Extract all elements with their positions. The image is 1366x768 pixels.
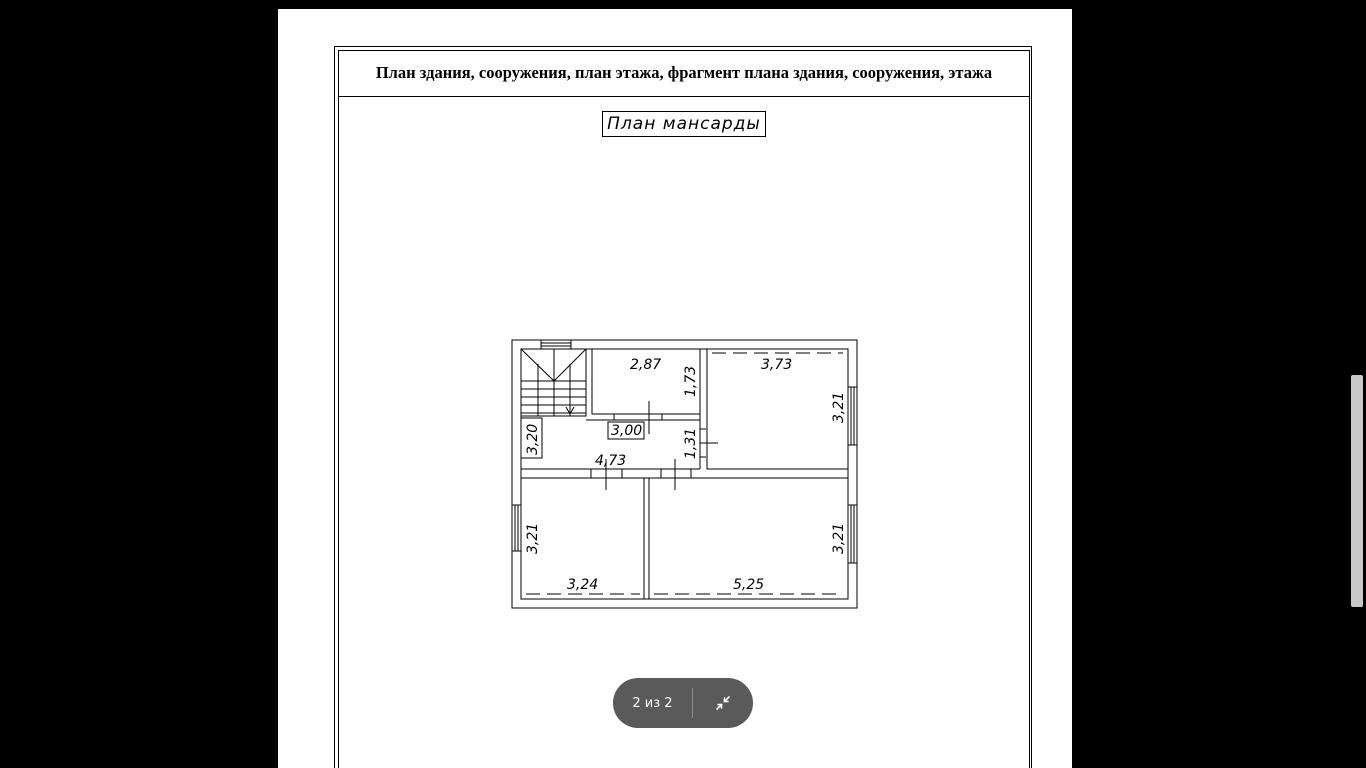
document-header: План здания, сооружения, план этажа, фрагмент плана здания, сооружения, этажа (338, 50, 1030, 97)
window-right-top (848, 387, 857, 445)
document-page (278, 9, 1072, 768)
dim-corridor-label: 3,00 (611, 423, 643, 439)
dim-room-top-small-width: 2,87 (630, 357, 662, 373)
dim-corridor-height: 1,31 (683, 427, 699, 459)
dim-room-top-small-height: 1,73 (683, 365, 699, 397)
dim-room-bottom-left-width: 3,24 (567, 577, 599, 593)
dim-room-top-right-height: 3,21 (831, 391, 847, 423)
dim-room-bottom-right-width: 5,25 (733, 577, 765, 593)
dim-room-bottom-left-height: 3,21 (525, 522, 541, 554)
dim-stair-height: 3,20 (525, 423, 541, 455)
window-top (541, 340, 571, 349)
page-counter: 2 из 2 (632, 695, 673, 711)
collapse-icon (715, 695, 731, 711)
collapse-button[interactable] (693, 678, 753, 728)
vertical-scrollbar[interactable] (1349, 0, 1366, 768)
plan-title: План мансарды (602, 111, 766, 137)
window-right-bottom (848, 505, 857, 563)
page-navigator (613, 678, 753, 728)
window-left-bottom (512, 505, 521, 551)
scrollbar-thumb[interactable] (1351, 375, 1363, 607)
dim-corridor-width: 4,73 (595, 453, 627, 469)
floor-plan (278, 9, 1072, 768)
dim-room-top-right-width: 3,73 (761, 357, 793, 373)
dim-room-bottom-right-height: 3,21 (831, 522, 847, 554)
